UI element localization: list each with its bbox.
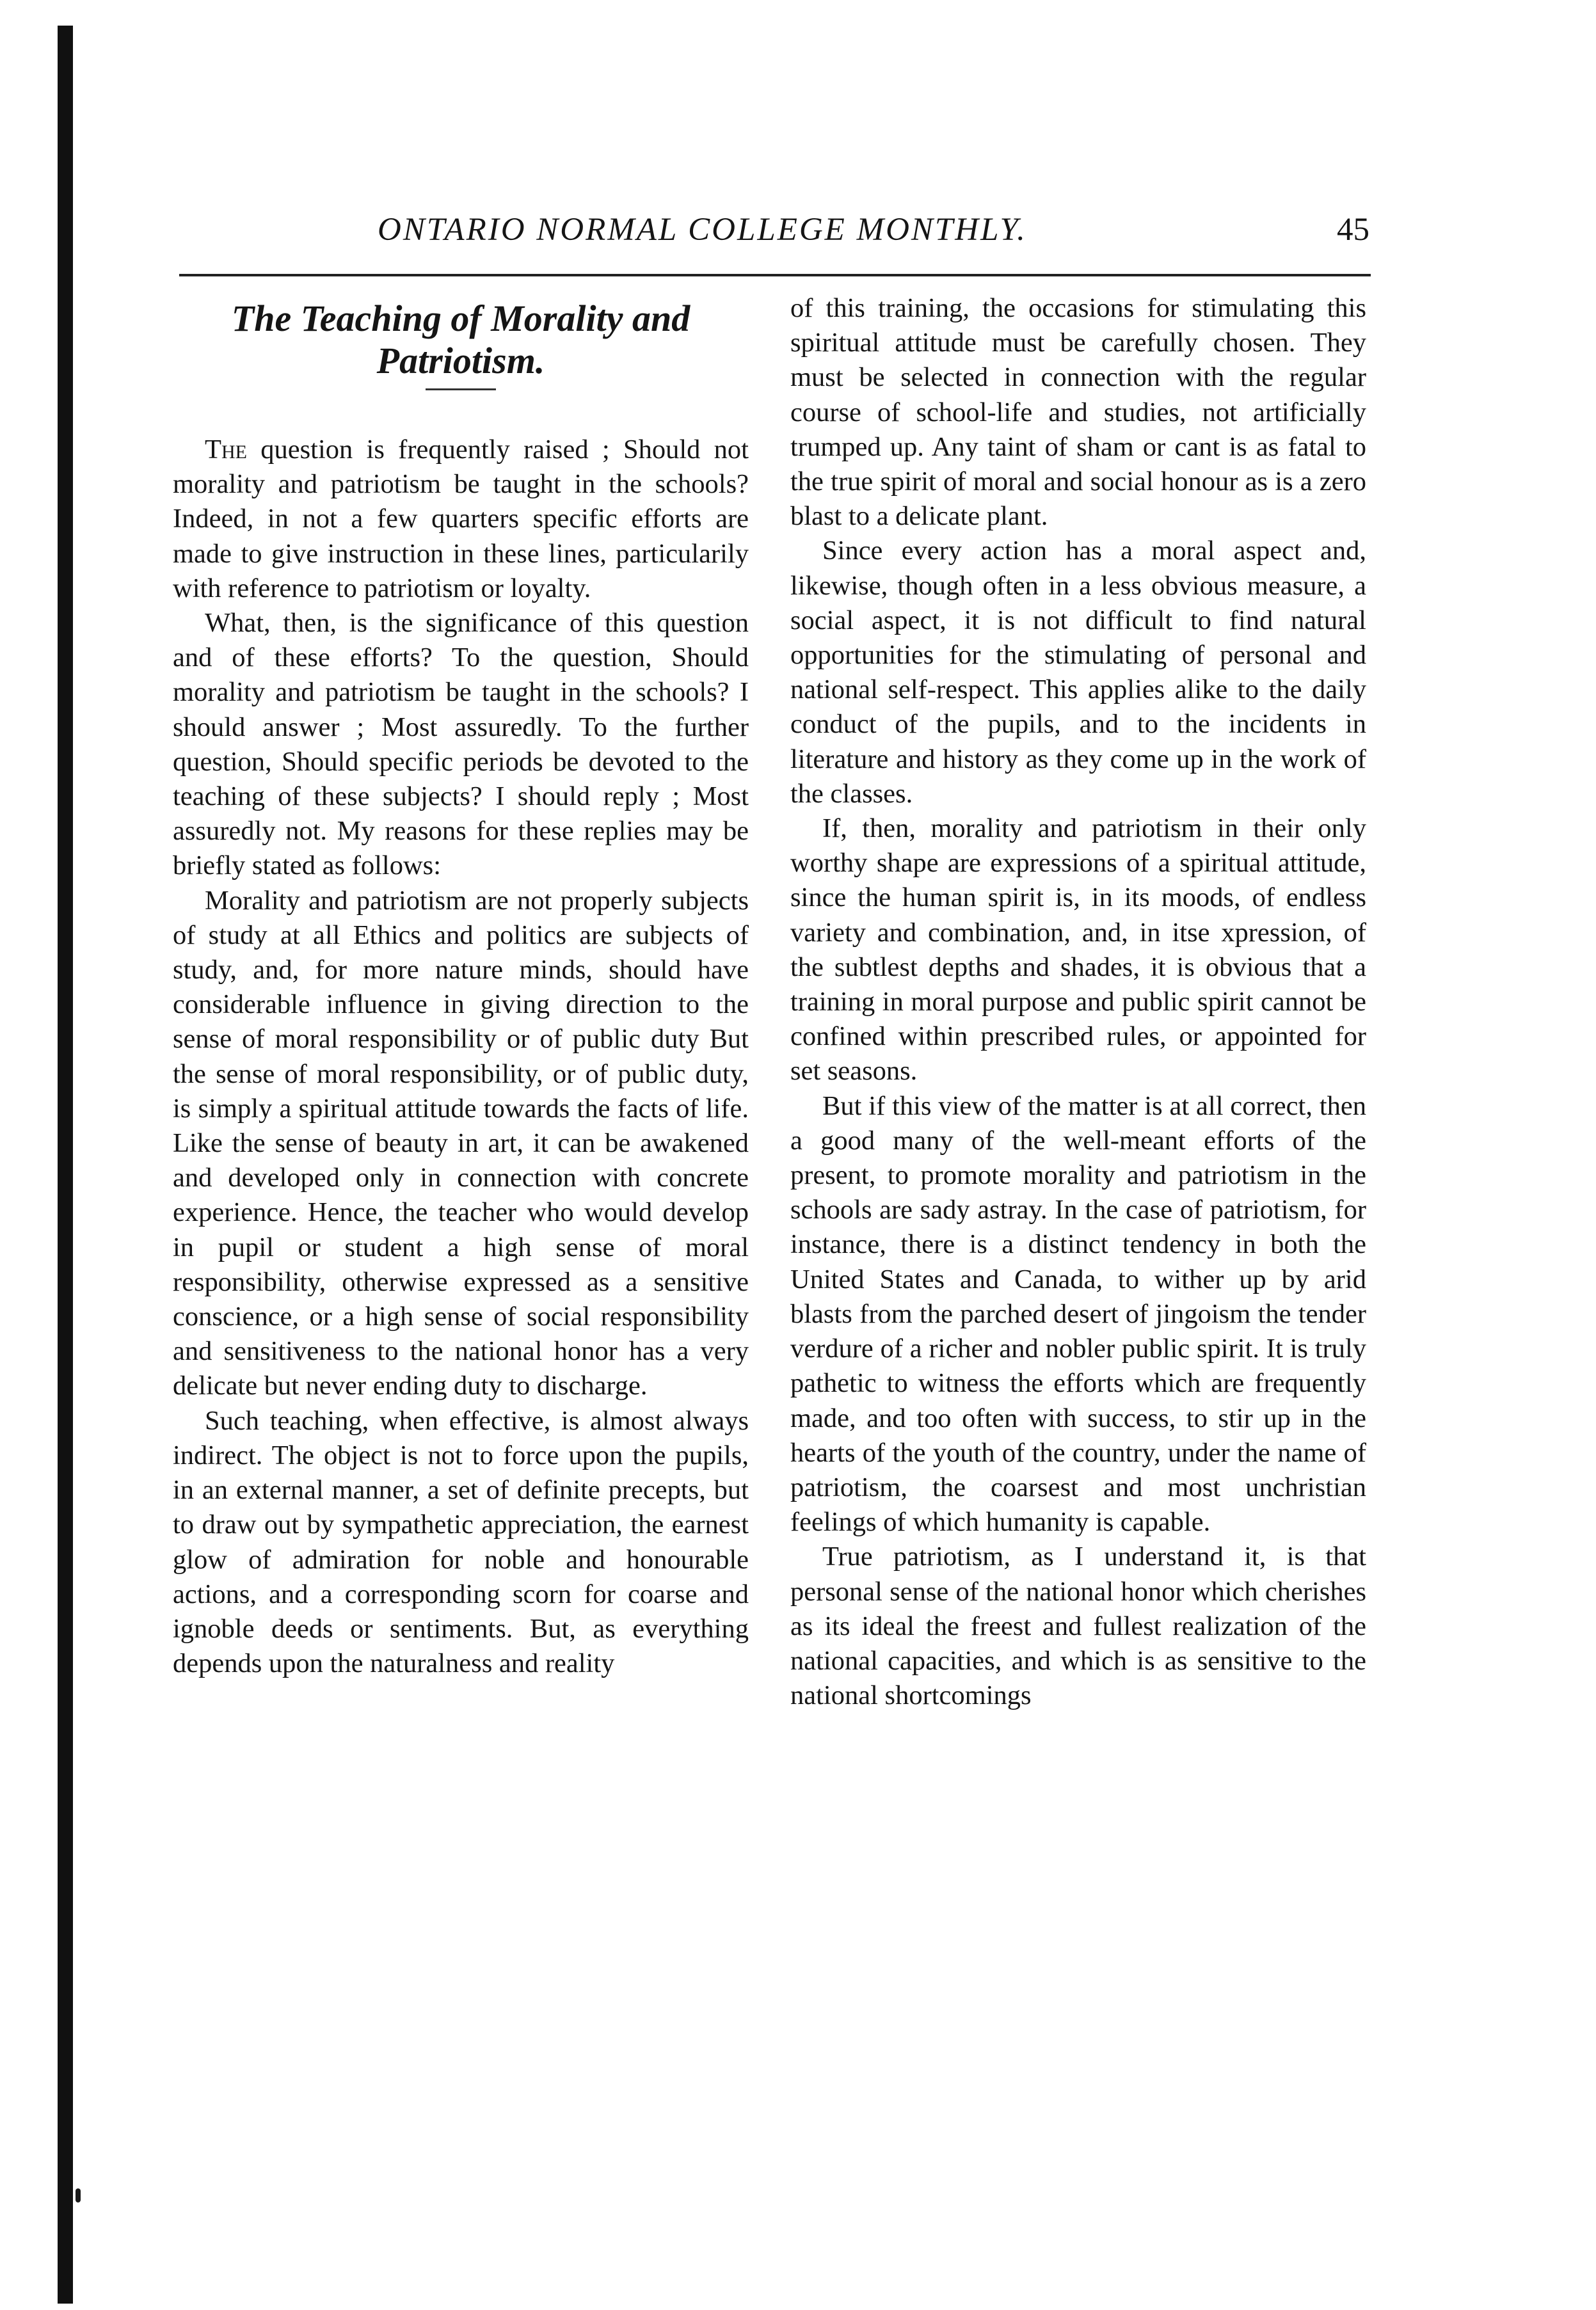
paragraph-4-continued: of this training, the occasions for stimulating this spiritual attitude must be carefully chosen. They must be selected in connection with the regular course of school-life and studies, not artificially trumped up. Any taint of sham or cant is as fatal to the true spirit of moral and social honour as is a zero blast to a delicate plant. [790,293,1366,532]
running-head [179,211,1369,262]
paragraph-6: If, then, morality and patriotism in their only worthy shape are expressions of a spiritual attitude, since the human spirit is, in its moods, of endless variety and combination, and, in itse xpression, of the subtlest depths and shades, it is obvious that a training in moral purpose and public spirit cannot be confined within prescribed rules, or appointed for set seasons. [790,813,1366,1087]
title-rule [426,388,496,390]
paragraph-4: Such teaching, when effective, is almost always indirect. The object is not to force upon the pupils, in an external manner, a set of definite precepts, but to draw out by sympathetic appreciation, the earnest glow of admiration for noble and honourable actions, and a corresponding scorn for coarse and ignoble deeds or sentiments. But, as everything depends upon the naturalness and reality [173,1405,749,1679]
paragraph-2: What, then, is the significance of this question and of these efforts? To the question, Should morality and patriotism be taught in the schools? I should answer ; Most assuredly. To the further question, Should specific periods be devoted to the teaching of these subjects? I should reply ; Most assuredly not. My reasons for these replies may be briefly stated as follows: [173,608,749,881]
paragraph-8: True patriotism, as I understand it, is that personal sense of the national honor which cherishes as its ideal the freest and fullest realization of the national capacities, and which is as sensitive to the national shortcomings [790,1541,1366,1711]
paragraph-3: Morality and patriotism are not properly subjects of study at all Ethics and politics are subjects of study, and, for more nature minds, should have considerable influence in giving direction to the sense of moral responsibility or of public duty But the sense of moral responsibility, or of public duty, is simply a spiritual attitude towards the facts of life. Like the sense of beauty in art, it can be awakened and developed only in connection with concrete experience. Hence, the teacher who would develop in pupil or student a high sense of moral responsibility, otherwise expressed as a sensitive conscience, or a high sense of social responsibility and sensitiveness to the national honor has a very delicate but never ending duty to discharge. [173,885,749,1401]
paragraph-1-text: question is frequently raised ; Should not morality and patriotism be taught in the schools? Indeed, in not a few quarters specific efforts are made to give instruction in these lines, particularily with reference to patriotism or loyalty. [173,434,749,603]
paragraph-7: But if this view of the matter is at all correct, then a good many of the well-meant efforts of the present, to promote morality and patriotism in the schools are sady astray. In the case of patriotism, for instance, there is a distinct tendency in both the United States and Canada, to wither up by arid blasts from the parched desert of jingoism the tender verdure of a richer and nobler public spirit. It is truly pathetic to witness the efforts which are frequently made, and too often with success, to stir up in the hearts of the youth of the country, under the name of patriotism, the coarsest and most unchristian feelings of which humanity is capable. [790,1090,1366,1538]
header-rule [179,274,1371,276]
paragraph-1 [173,433,749,606]
left-column [173,291,749,1681]
binding-mark [76,2188,81,2202]
right-column [790,291,1366,1713]
lead-word: The [205,434,247,465]
article-title: The Teaching of Morality and Patriotism. [231,298,690,381]
binding-edge [58,26,73,2304]
paragraph-5: Since every action has a moral aspect and, likewise, though often in a less obvious measure, a social aspect, it is not difficult to find natural opportunities for the stimulating of personal and national self-respect. This applies alike to the daily conduct of the pupils, and to the incidents in literature and history as they come up in the work of the classes. [790,536,1366,809]
page-number: 45 [1337,212,1369,248]
journal-title: ONTARIO NORMAL COLLEGE MONTHLY. [378,212,1027,248]
